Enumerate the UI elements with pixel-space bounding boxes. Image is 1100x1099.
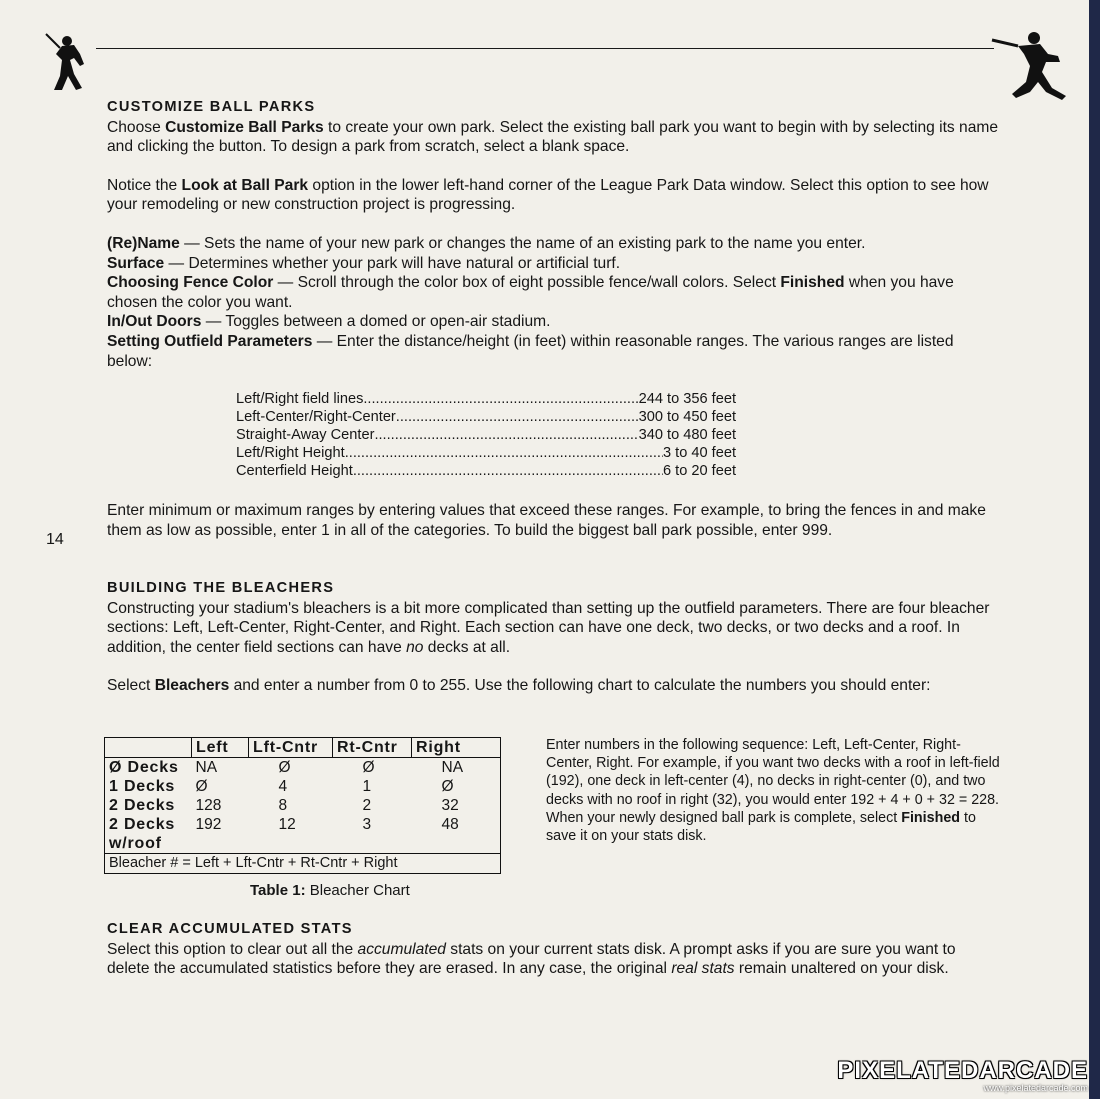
bleachers-paragraph-1: Constructing your stadium's bleachers is a bit more complicated than setting up the outfield parameters. There are four bleacher sections: Left, Left-Center, Right-Center, and Right. Each section can have one deck, two decks, or two decks and a roof. In addition, the center field sections can have no decks at all. [107,599,990,656]
customize-ball-parks-term: Customize Ball Parks [165,118,324,136]
finished-term: Finished [901,809,960,826]
ranges-paragraph: Enter minimum or maximum ranges by entering values that exceed these ranges. For example, to bring the fences in and make them as low as possible, enter 1 in all of the categories. To build the biggest ball park possible, enter 999. [107,502,986,539]
option-rename: (Re)Name — Sets the name of your new park or changes the name of an existing park to the name you enter. [107,234,866,252]
table-cell: 192 [195,816,222,833]
table-row [105,758,501,778]
table-cell: 32 [441,797,459,814]
table-cell: 128 [195,797,222,814]
watermark [837,1059,1088,1093]
col-header-rt-cntr: Rt-Cntr [333,738,412,758]
row-label: 1 Decks [109,778,176,795]
table-row [105,796,501,815]
table-footer-formula: Bleacher # = Left + Lft-Cntr + Rt-Cntr + Right [105,854,501,874]
option-list [107,234,1002,371]
clear-paragraph: Select this option to clear out all the accumulated stats on your current stats disk. A prompt asks if you are sure you want to delete the accumulated statistics before they are erased. In any case, the original real stats remain unaltered on your disk. [107,940,956,978]
row-label: Ø Decks [109,759,179,776]
clear-section [107,920,1002,979]
table-footer-row [105,854,501,874]
table-cell: 3 [362,816,372,833]
table-row [105,834,501,854]
col-header-lft-cntr: Lft-Cntr [249,738,333,758]
table-corner-cell [105,738,192,758]
table-cell: 48 [441,816,459,833]
bleachers-term: Bleachers [154,677,230,695]
bleachers-paragraph-2: Select Bleachers and enter a number from 0 to 255. Use the following chart to calculate the numbers you should enter: [107,677,931,695]
outfield-ranges-list [236,390,736,480]
option-inout-doors: In/Out Doors — Toggles between a domed or open-air stadium. [107,313,551,331]
table-cell: Ø [362,759,375,776]
range-row: Straight-Away Center ..... 340 to 480 feet [236,426,736,444]
table-cell: 12 [278,816,296,833]
bleachers-section [107,579,1002,696]
option-outfield-parameters: Setting Outfield Parameters — Enter the distance/height (in feet) within reasonable ranges. The various ranges are listed below: [107,332,954,370]
table-cell: 2 [362,797,372,814]
bleacher-note: Enter numbers in the following sequence: Left, Left-Center, Right-Center, Right. For example, if you want two decks with a roof in left-field (192), one deck in left-center (4), no decks in right-center (0), and two decks with no roof in right (32), you would enter 192 + 4 + 0 + 32 = 228. When your newly designed ball park is complete, select Finished to save it on your stats disk. [546,737,1000,845]
table-cell: 1 [362,778,372,795]
bleacher-chart-table [104,737,501,874]
table-cell: NA [195,759,218,776]
table-cell: Ø [278,759,291,776]
range-row: Left/Right field lines ..... 244 to 356 feet [236,390,736,408]
table-cell: Ø [441,778,454,795]
batter-swing-icon [988,26,1074,102]
customize-paragraph-2: Notice the Look at Ball Park option in the lower left-hand corner of the League Park Data window. Select this option to see how your remodeling or new construction project is progressing. [107,176,989,214]
table-cell: 4 [278,778,288,795]
customize-heading: CUSTOMIZE BALL PARKS [107,99,316,115]
range-row: Left/Right Height ..... 3 to 40 feet [236,444,736,462]
customize-paragraph-1: Choose Customize Ball Parks to create your own park. Select the existing ball park you want to begin with by selecting its name and clicking the button. To design a park from scratch, select a blank space. [107,118,999,156]
col-header-left: Left [192,738,249,758]
bleachers-heading: BUILDING THE BLEACHERS [107,580,335,596]
row-label-roof: w/roof [109,835,162,852]
option-fence-color: Choosing Fence Color — Scroll through the color box of eight possible fence/wall colors. Select Finished when you have chosen the color you want. [107,274,954,311]
look-at-ball-park-term: Look at Ball Park [181,176,309,194]
row-label: 2 Decks [109,816,176,833]
option-surface: Surface — Determines whether your park will have natural or artificial turf. [107,254,621,272]
clear-heading: CLEAR ACCUMULATED STATS [107,921,353,937]
table-cell: 8 [278,797,288,814]
header-rule [96,48,994,49]
col-header-right: Right [412,738,501,758]
page-number: 14 [46,531,64,548]
table-header-row [105,738,501,758]
batter-stance-icon [40,30,98,92]
customize-section [107,98,1002,371]
table-cell: NA [441,759,464,776]
watermark-brand: PIXELATEDARCADE [837,1057,1088,1084]
range-row: Centerfield Height ..... 6 to 20 feet [236,462,736,480]
range-row: Left-Center/Right-Center ..... 300 to 450 feet [236,408,736,426]
watermark-url: www.pixelatedarcade.com [983,1083,1088,1093]
table-cell: Ø [195,778,208,795]
binder-edge [1089,0,1100,1099]
row-label: 2 Decks [109,797,176,814]
table-row [105,815,501,834]
table-caption: Table 1: Bleacher Chart [250,882,410,899]
table-row [105,777,501,796]
